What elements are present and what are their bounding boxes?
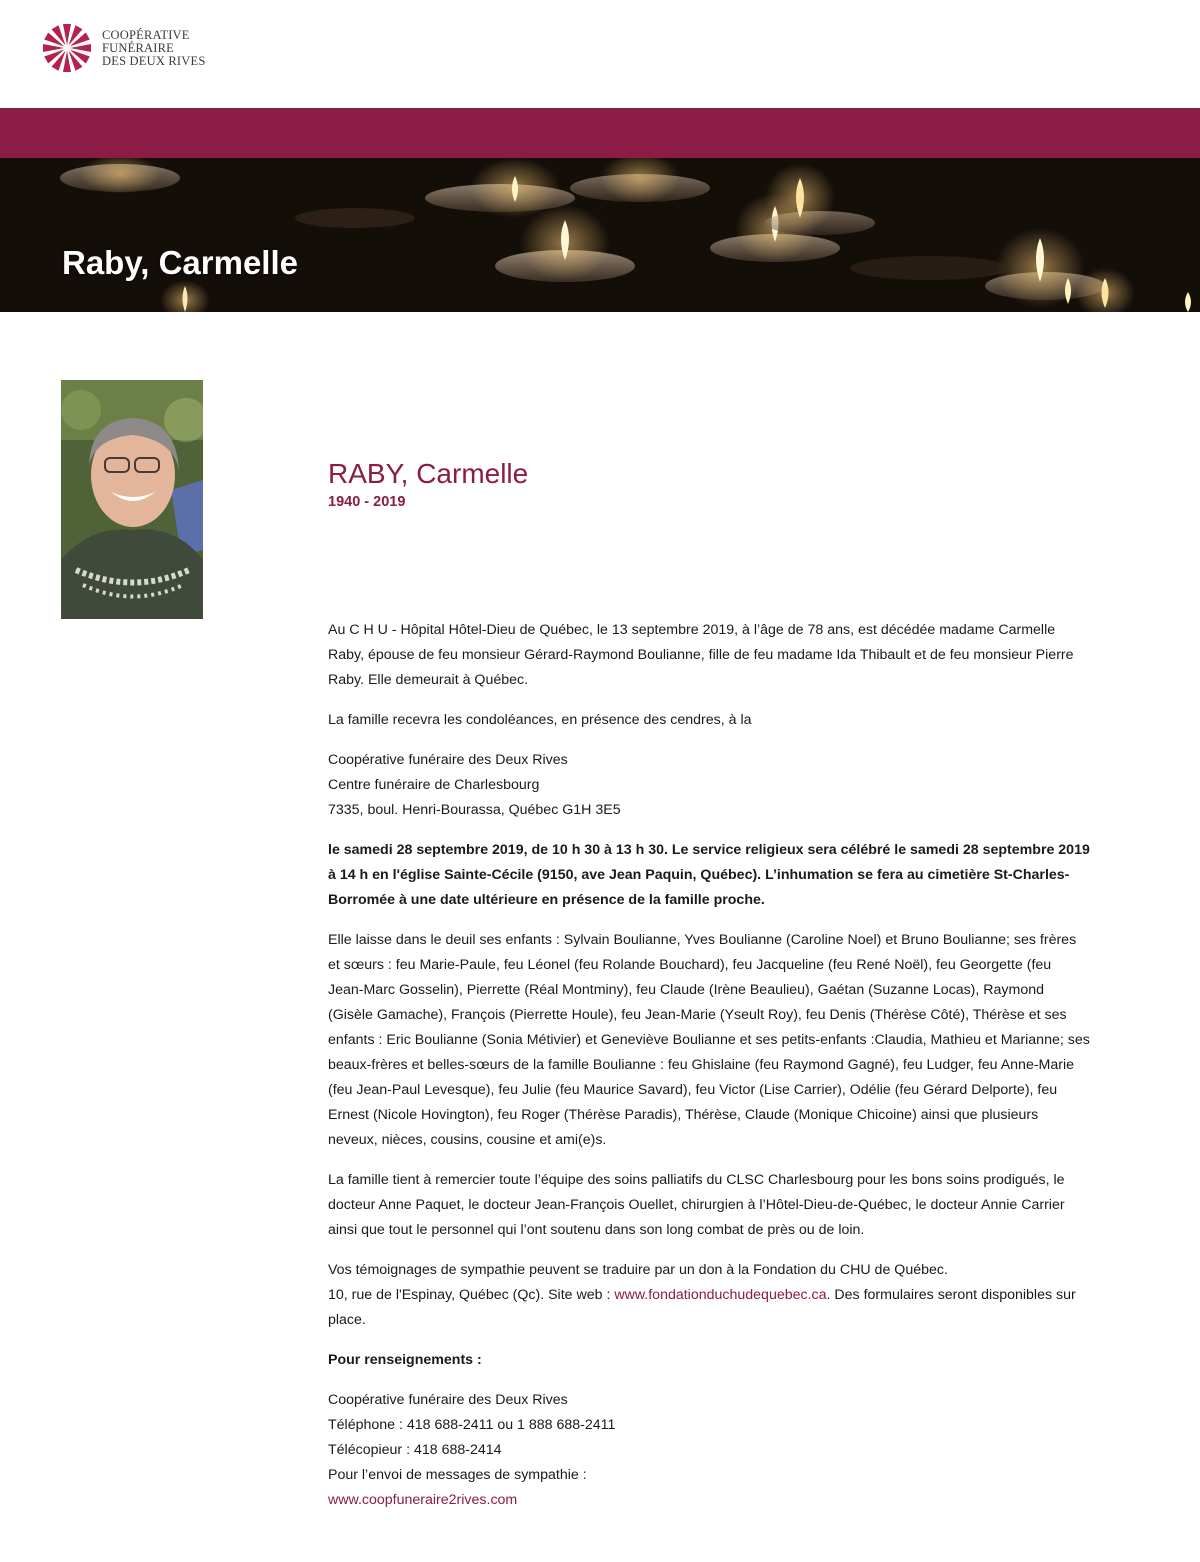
address-line-3: 7335, boul. Henri-Bourassa, Québec G1H 3E5	[328, 802, 621, 818]
family-paragraph: Elle laisse dans le deuil ses enfants : Sylvain Boulianne, Yves Boulianne (Caroline Noel) et Bruno Boulianne; ses frères et sœurs : feu Marie-Paule, feu Léonel (feu Rolande Bouchard), feu Jacqueline (feu René Noël), feu Georgette (feu Jean-Marc Gosselin), Pierrette (Réal Montminy), feu Claude (Irène Beaulieu), Gaétan (Suzanne Locas), Raymond (Gisèle Gamache), François (Pierrette Houle), feu Jean-Marie (Yseult Roy), feu Denis (Thérèse Côté), Thérèse et ses enfants : Eric Boulianne (Sonia Métivier) et Geneviève Boulianne et ses petits-enfants :Claudia, Mathieu et Marianne; ses beaux-frères et belles-sœurs de la famille Boulianne : feu Ghislaine (feu Raymond Gagné), feu Ludger, feu Anne-Marie (feu Jean-Paul Levesque), feu Julie (feu Maurice Savard), feu Victor (Lise Carrier), Odélie (feu Gérard Delporte), feu Ernest (Nicole Hovington), feu Roger (Thérèse Paradis), Thérèse, Claude (Monique Chicoine) ainsi que plusieurs neveux, nièces, cousins, cousine et ami(e)s.	[328, 932, 1090, 1148]
funeral-home-address	[328, 748, 1090, 823]
coop-website-link[interactable]: www.coopfuneraire2rives.com	[328, 1492, 518, 1508]
deceased-name: RABY, Carmelle	[328, 458, 529, 489]
info-heading: Pour renseignements :	[328, 1352, 482, 1368]
death-notice-paragraph: Au C H U - Hôpital Hôtel-Dieu de Québec, le 13 septembre 2019, à l’âge de 78 ans, est décédée madame Carmelle Raby, épouse de feu monsieur Gérard-Raymond Boulianne, fille de feu madame Ida Thibault et de feu monsieur Pierre Raby. Elle demeurait à Québec.	[328, 622, 1074, 688]
site-header	[0, 0, 1200, 108]
hero-banner	[0, 158, 1200, 312]
deceased-photo	[61, 380, 203, 619]
donation-paragraph	[328, 1258, 1090, 1333]
fondation-website-link[interactable]: www.fondationduchudequebec.ca	[614, 1287, 827, 1303]
service-details-paragraph: le samedi 28 septembre 2019, de 10 h 30 à 13 h 30. Le service religieux sera célébré le samedi 28 septembre 2019 à 14 h en l'église Sainte-Cécile (9150, ave Jean Paquin, Québec). L’inhumation se fera au cimetière St-Charles-Borromée à une date ultérieure en présence de la famille proche.	[328, 842, 1090, 908]
logo-line-3: DES DEUX RIVES	[102, 53, 206, 68]
logo[interactable]	[40, 22, 206, 74]
life-years: 1940 - 2019	[328, 494, 406, 510]
address-line-1: Coopérative funéraire des Deux Rives	[328, 752, 568, 768]
contact-fax: Télécopieur : 418 688-2414	[328, 1442, 502, 1458]
hero-title: Raby, Carmelle	[62, 244, 298, 281]
obituary-text	[328, 618, 1090, 1528]
donation-line-1: Vos témoignages de sympathie peuvent se traduire par un don à la Fondation du CHU de Québec.	[328, 1262, 948, 1278]
donation-line-2-post: . Des formulaires seront disponibles sur place.	[328, 1287, 1076, 1328]
logo-text	[102, 29, 206, 68]
nav-bar	[0, 108, 1200, 158]
condolences-paragraph: La famille recevra les condoléances, en présence des cendres, à la	[328, 712, 752, 728]
donation-line-2-pre: 10, rue de l'Espinay, Québec (Qc). Site web :	[328, 1287, 615, 1303]
logo-line-2: FUNÉRAIRE	[102, 40, 174, 55]
logo-line-1: COOPÉRATIVE	[102, 27, 190, 42]
contact-block	[328, 1388, 1090, 1513]
contact-messages-label: Pour l’envoi de messages de sympathie :	[328, 1467, 587, 1483]
contact-line-1: Coopérative funéraire des Deux Rives	[328, 1392, 568, 1408]
obituary-heading	[328, 456, 1088, 510]
address-line-2: Centre funéraire de Charlesbourg	[328, 777, 540, 793]
thanks-paragraph: La famille tient à remercier toute l’équipe des soins palliatifs du CLSC Charlesbourg pour les bons soins prodigués, le docteur Anne Paquet, le docteur Jean-François Ouellet, chirurgien à l’Hôtel-Dieu-de-Québec, le docteur Annie Carrier ainsi que tout le personnel qui l’ont soutenu dans son long combat de près ou de loin.	[328, 1172, 1065, 1238]
logo-sunburst-icon	[40, 22, 94, 74]
candles-background-image	[0, 158, 1200, 312]
contact-phone: Téléphone : 418 688-2411 ou 1 888 688-2411	[328, 1417, 616, 1433]
